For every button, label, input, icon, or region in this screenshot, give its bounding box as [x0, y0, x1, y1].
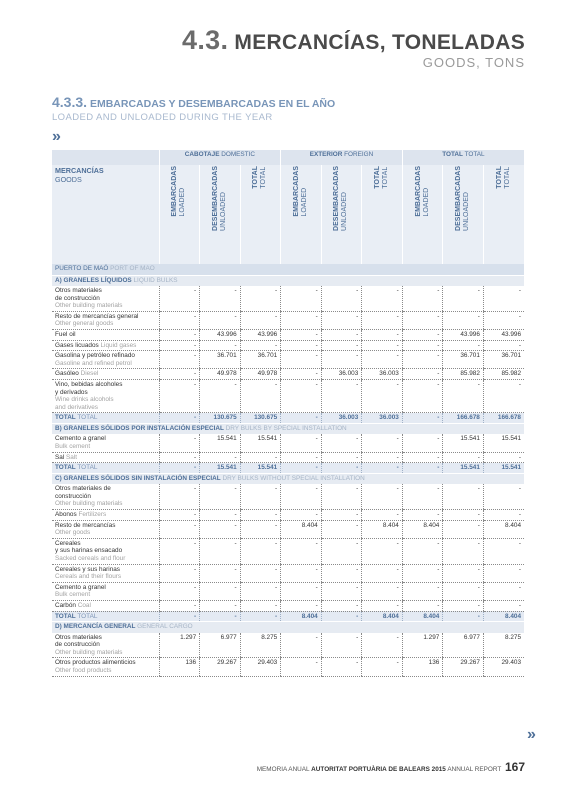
section-number: 4.3.3.	[52, 94, 88, 110]
row-label: Otros materiales de construcción Other building materials	[52, 633, 159, 658]
chapter-subtitle: GOODS, TONS	[422, 55, 525, 70]
value-cell: -	[402, 463, 443, 474]
value-cell: 36.701	[240, 351, 281, 369]
value-cell: -	[159, 369, 200, 380]
table-row	[52, 329, 524, 340]
value-cell: -	[159, 340, 200, 351]
value-cell: -	[281, 434, 322, 452]
value-cell: -	[362, 463, 403, 474]
value-cell: 1.297	[402, 633, 443, 658]
value-cell: 29.403	[240, 658, 281, 676]
column-header: EMBARCADAS LOADED	[402, 165, 443, 264]
row-label: TOTAL TOTAL	[52, 463, 159, 474]
value-cell: 166.678	[443, 413, 484, 424]
value-cell: -	[402, 329, 443, 340]
value-cell: -	[443, 520, 484, 538]
value-cell: 36.003	[321, 369, 362, 380]
column-header: TOTAL TOTAL	[362, 165, 403, 264]
value-cell: 8.275	[483, 633, 524, 658]
value-cell: -	[402, 311, 443, 329]
row-label: Sal Salt	[52, 452, 159, 463]
value-cell: 15.541	[443, 463, 484, 474]
port-row	[52, 264, 524, 275]
value-cell: -	[240, 340, 281, 351]
row-label: Otros materiales de construcción Other building materials	[52, 484, 159, 509]
value-cell: -	[321, 452, 362, 463]
value-cell: 8.275	[240, 633, 281, 658]
category-title-en: GENERAL CARGO	[137, 623, 193, 631]
table-row	[52, 452, 524, 463]
value-cell: 43.996	[200, 329, 241, 340]
value-cell: -	[281, 452, 322, 463]
row-label: Fuel oil	[52, 329, 159, 340]
row-label: Gasolina y petróleo refinado Gasoline and refined petrol	[52, 351, 159, 369]
value-cell: -	[321, 510, 362, 521]
value-cell: -	[200, 484, 241, 509]
row-label: Gases licuados Liquid gases	[52, 340, 159, 351]
value-cell: -	[443, 452, 484, 463]
value-cell: -	[281, 538, 322, 564]
value-cell: -	[362, 379, 403, 412]
table-row	[52, 311, 524, 329]
value-cell: -	[281, 340, 322, 351]
column-header: EMBARCADAS LOADED	[159, 165, 200, 264]
value-cell: -	[483, 601, 524, 612]
value-cell: 8.404	[281, 520, 322, 538]
category-row	[52, 622, 524, 633]
value-cell: 15.541	[240, 463, 281, 474]
value-cell: 15.541	[240, 434, 281, 452]
value-cell: 15.541	[200, 463, 241, 474]
table-row	[52, 351, 524, 369]
value-cell: -	[159, 582, 200, 600]
value-cell: -	[321, 286, 362, 311]
value-cell: 43.996	[443, 329, 484, 340]
value-cell: 85.982	[483, 369, 524, 380]
value-cell: 36.003	[321, 413, 362, 424]
value-cell: 6.977	[443, 633, 484, 658]
column-header: TOTAL TOTAL	[240, 165, 281, 264]
value-cell: -	[362, 564, 403, 582]
value-cell: -	[362, 510, 403, 521]
value-cell: 49.978	[240, 369, 281, 380]
category-title: B) GRANELES SÓLIDOS POR INSTALACIÓN ESPECIAL	[55, 424, 224, 432]
row-label: TOTAL TOTAL	[52, 413, 159, 424]
value-cell: 15.541	[483, 463, 524, 474]
table-row	[52, 434, 524, 452]
value-cell: -	[321, 463, 362, 474]
value-cell: -	[240, 601, 281, 612]
value-cell: -	[200, 601, 241, 612]
value-cell: -	[483, 564, 524, 582]
value-cell: 8.404	[362, 520, 403, 538]
row-label: Cereales y sus harinas Cereals and their flours	[52, 564, 159, 582]
value-cell: -	[443, 510, 484, 521]
row-label: Gasóleo Diesel	[52, 369, 159, 380]
value-cell: 49.978	[200, 369, 241, 380]
section-subtitle: LOADED AND UNLOADED DURING THE YEAR	[52, 112, 273, 123]
value-cell: -	[321, 351, 362, 369]
group-header-foreign: EXTERIOR FOREIGN	[281, 150, 403, 165]
value-cell: -	[362, 340, 403, 351]
table-row	[52, 633, 524, 658]
value-cell: -	[402, 351, 443, 369]
value-cell: 36.701	[483, 351, 524, 369]
row-label: Cemento a granel Bulk cement	[52, 434, 159, 452]
value-cell: -	[159, 311, 200, 329]
value-cell: -	[159, 564, 200, 582]
value-cell: -	[200, 582, 241, 600]
value-cell: 8.404	[402, 520, 443, 538]
goods-table	[52, 150, 524, 677]
value-cell: -	[159, 452, 200, 463]
value-cell: 8.404	[483, 520, 524, 538]
table-row	[52, 340, 524, 351]
column-header: DESEMBARCADAS UNLOADED	[321, 165, 362, 264]
value-cell: -	[321, 379, 362, 412]
footer-report: ANNUAL REPORT	[447, 766, 502, 773]
row-label: Cemento a granel Bulk cement	[52, 582, 159, 600]
column-header: EMBARCADAS LOADED	[281, 165, 322, 264]
row-label: Resto de mercancías Other goods	[52, 520, 159, 538]
value-cell: -	[402, 564, 443, 582]
row-label: Cereales y sus harinas ensacado Sacked cereals and flour	[52, 538, 159, 564]
value-cell: -	[159, 286, 200, 311]
value-cell: -	[483, 340, 524, 351]
group-header-total: TOTAL TOTAL	[402, 150, 524, 165]
value-cell: 166.678	[483, 413, 524, 424]
table-row	[52, 510, 524, 521]
value-cell: -	[443, 379, 484, 412]
table-row	[52, 564, 524, 582]
table-row	[52, 369, 524, 380]
value-cell: 29.267	[200, 658, 241, 676]
value-cell: -	[281, 601, 322, 612]
value-cell: -	[443, 340, 484, 351]
value-cell: -	[362, 329, 403, 340]
value-cell: -	[200, 510, 241, 521]
value-cell: -	[443, 484, 484, 509]
value-cell: -	[321, 538, 362, 564]
value-cell: -	[362, 538, 403, 564]
value-cell: 85.982	[443, 369, 484, 380]
column-header: TOTAL TOTAL	[483, 165, 524, 264]
value-cell: 15.541	[483, 434, 524, 452]
value-cell: -	[483, 286, 524, 311]
port-name: PUERTO DE MAÓ	[55, 265, 109, 272]
value-cell: -	[200, 520, 241, 538]
value-cell: -	[240, 538, 281, 564]
chevron-right-icon: »	[52, 128, 61, 145]
category-row	[52, 423, 524, 434]
section-title: EMBARCADAS Y DESEMBARCADAS EN EL AÑO	[89, 98, 336, 110]
row-label: Resto de mercancías general Other general goods	[52, 311, 159, 329]
value-cell: -	[200, 286, 241, 311]
value-cell: -	[281, 633, 322, 658]
value-cell: 36.003	[362, 369, 403, 380]
value-cell: -	[159, 510, 200, 521]
value-cell: 43.996	[240, 329, 281, 340]
value-cell: -	[362, 351, 403, 369]
value-cell: 15.541	[443, 434, 484, 452]
value-cell: -	[443, 601, 484, 612]
value-cell: -	[240, 379, 281, 412]
category-row	[52, 473, 524, 484]
value-cell: -	[240, 520, 281, 538]
value-cell: 8.404	[281, 611, 322, 622]
page-header	[182, 25, 525, 71]
value-cell: -	[321, 633, 362, 658]
table-row	[52, 658, 524, 676]
value-cell: -	[362, 658, 403, 676]
value-cell: -	[402, 340, 443, 351]
value-cell: 36.701	[200, 351, 241, 369]
value-cell: -	[402, 484, 443, 509]
value-cell: 130.675	[200, 413, 241, 424]
value-cell: -	[483, 311, 524, 329]
total-row	[52, 413, 524, 424]
chapter-number: 4.3.	[182, 25, 229, 55]
value-cell: -	[281, 351, 322, 369]
category-title: D) MERCANCÍA GENERAL	[55, 623, 136, 631]
table-row	[52, 538, 524, 564]
value-cell: 136	[159, 658, 200, 676]
value-cell: 6.977	[200, 633, 241, 658]
value-cell: -	[321, 564, 362, 582]
value-cell: -	[402, 286, 443, 311]
value-cell: -	[362, 484, 403, 509]
value-cell: -	[159, 484, 200, 509]
chevron-right-icon: »	[527, 726, 536, 743]
value-cell: -	[200, 311, 241, 329]
table-row	[52, 520, 524, 538]
value-cell: -	[402, 369, 443, 380]
value-cell: -	[240, 582, 281, 600]
value-cell: 8.404	[402, 611, 443, 622]
value-cell: -	[321, 434, 362, 452]
value-cell: -	[443, 582, 484, 600]
value-cell: -	[281, 413, 322, 424]
column-header-row	[52, 165, 524, 264]
value-cell: -	[402, 452, 443, 463]
value-cell: -	[200, 564, 241, 582]
table-row	[52, 379, 524, 412]
value-cell: -	[362, 311, 403, 329]
value-cell: -	[443, 538, 484, 564]
total-row	[52, 611, 524, 622]
value-cell: -	[281, 463, 322, 474]
row-label: Otros materiales de construcción Other building materials	[52, 286, 159, 311]
value-cell: 36.003	[362, 413, 403, 424]
chapter-title-text: MERCANCÍAS, TONELADAS	[234, 31, 525, 54]
value-cell: -	[443, 564, 484, 582]
value-cell: 8.404	[362, 611, 403, 622]
value-cell: -	[281, 286, 322, 311]
value-cell: 29.267	[443, 658, 484, 676]
row-label: Carbón Coal	[52, 601, 159, 612]
value-cell: -	[281, 658, 322, 676]
value-cell: -	[281, 564, 322, 582]
value-cell: -	[443, 286, 484, 311]
value-cell: -	[443, 611, 484, 622]
table-row	[52, 484, 524, 509]
column-header: DESEMBARCADAS UNLOADED	[200, 165, 241, 264]
value-cell: -	[159, 538, 200, 564]
group-header-row	[52, 150, 524, 165]
row-label: TOTAL TOTAL	[52, 611, 159, 622]
value-cell: -	[159, 329, 200, 340]
value-cell: -	[200, 452, 241, 463]
value-cell: -	[321, 520, 362, 538]
value-cell: 36.701	[443, 351, 484, 369]
footer-org: AUTORITAT PORTUÀRIA DE BALEARS 2015	[311, 766, 446, 773]
goods-column-header: MERCANCÍAS GOODS	[52, 165, 159, 264]
value-cell: -	[321, 611, 362, 622]
value-cell: -	[483, 538, 524, 564]
value-cell: -	[483, 484, 524, 509]
category-title-en: LIQUID BULKS	[133, 276, 178, 284]
column-header: DESEMBARCADAS UNLOADED	[443, 165, 484, 264]
table-row	[52, 286, 524, 311]
value-cell: -	[362, 582, 403, 600]
value-cell: 136	[402, 658, 443, 676]
value-cell: -	[402, 538, 443, 564]
value-cell: -	[483, 582, 524, 600]
value-cell: -	[159, 351, 200, 369]
value-cell: -	[281, 510, 322, 521]
value-cell: 130.675	[240, 413, 281, 424]
value-cell: -	[159, 601, 200, 612]
value-cell: -	[402, 434, 443, 452]
category-title-en: DRY BULKS WITHOUT SPECIAL INSTALLATION	[222, 474, 365, 482]
row-label: Vino, bebidas alcoholes y derivados Wine drinks alcohols and derivatives	[52, 379, 159, 412]
value-cell: -	[443, 311, 484, 329]
value-cell: -	[321, 582, 362, 600]
value-cell: -	[402, 510, 443, 521]
value-cell: -	[402, 379, 443, 412]
value-cell: -	[362, 633, 403, 658]
page-footer	[257, 760, 525, 774]
value-cell: -	[159, 463, 200, 474]
value-cell: 29.403	[483, 658, 524, 676]
value-cell: -	[159, 379, 200, 412]
value-cell: -	[402, 413, 443, 424]
value-cell: -	[402, 582, 443, 600]
value-cell: -	[321, 311, 362, 329]
value-cell: -	[483, 379, 524, 412]
group-header-domestic: CABOTAJE DOMESTIC	[159, 150, 281, 165]
value-cell: -	[200, 538, 241, 564]
value-cell: -	[362, 452, 403, 463]
value-cell: -	[240, 286, 281, 311]
row-label: Otros productos alimenticios Other food products	[52, 658, 159, 676]
category-title: A) GRANELES LÍQUIDOS	[55, 276, 132, 284]
value-cell: -	[200, 611, 241, 622]
total-row	[52, 463, 524, 474]
value-cell: -	[240, 311, 281, 329]
page-number: 167	[504, 760, 525, 774]
chapter-title	[182, 25, 525, 55]
value-cell: -	[200, 340, 241, 351]
category-row	[52, 275, 524, 286]
section-heading	[52, 95, 522, 124]
value-cell: -	[240, 510, 281, 521]
value-cell: -	[281, 311, 322, 329]
value-cell: -	[200, 379, 241, 412]
value-cell: 15.541	[200, 434, 241, 452]
value-cell: -	[483, 510, 524, 521]
value-cell: -	[321, 658, 362, 676]
value-cell: 8.404	[483, 611, 524, 622]
value-cell: -	[321, 340, 362, 351]
value-cell: -	[362, 434, 403, 452]
value-cell: -	[281, 484, 322, 509]
value-cell: -	[321, 601, 362, 612]
table-row	[52, 601, 524, 612]
port-name-en: PORT OF MAO	[110, 265, 155, 272]
row-label: Abonos Fertilizers	[52, 510, 159, 521]
value-cell: -	[281, 582, 322, 600]
value-cell: -	[159, 611, 200, 622]
group-header-blank	[52, 150, 159, 165]
value-cell: -	[321, 484, 362, 509]
value-cell: -	[362, 286, 403, 311]
value-cell: -	[281, 379, 322, 412]
value-cell: 1.297	[159, 633, 200, 658]
footer-memoria: MEMORIA ANUAL	[256, 766, 310, 773]
value-cell: -	[240, 611, 281, 622]
value-cell: -	[362, 601, 403, 612]
value-cell: -	[240, 564, 281, 582]
value-cell: -	[240, 452, 281, 463]
value-cell: -	[281, 329, 322, 340]
value-cell: -	[402, 601, 443, 612]
category-title-en: DRY BULKS BY SPECIAL INSTALLATION	[225, 424, 347, 432]
value-cell: -	[281, 369, 322, 380]
value-cell: -	[159, 413, 200, 424]
table-row	[52, 582, 524, 600]
category-title: C) GRANELES SÓLIDOS SIN INSTALACIÓN ESPECIAL	[55, 474, 221, 482]
value-cell: -	[240, 484, 281, 509]
value-cell: -	[159, 520, 200, 538]
value-cell: 43.996	[483, 329, 524, 340]
value-cell: -	[159, 434, 200, 452]
value-cell: -	[483, 452, 524, 463]
value-cell: -	[321, 329, 362, 340]
